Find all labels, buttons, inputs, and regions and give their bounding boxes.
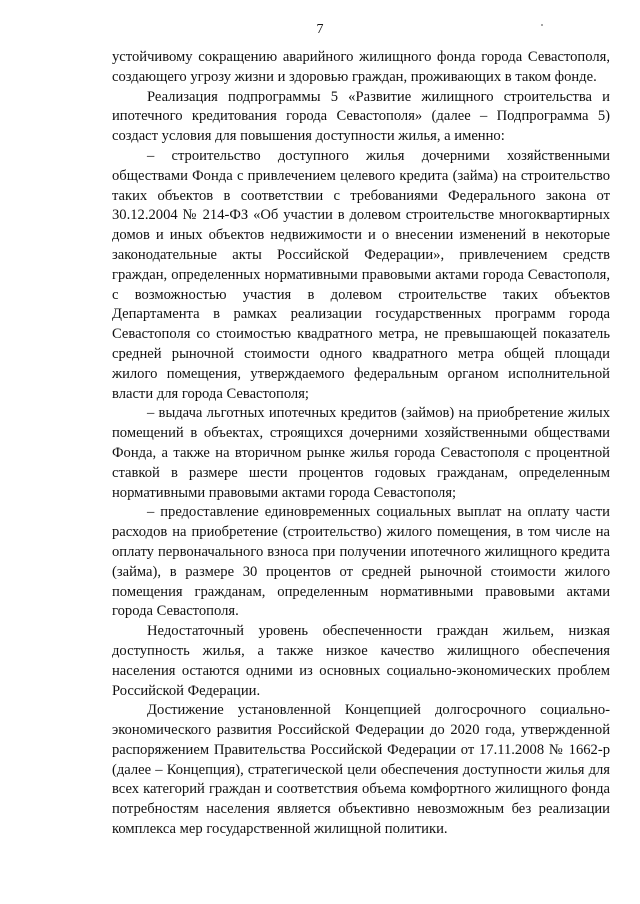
list-item-mortgage: – выдача льготных ипотечных кредитов (займов) на приобретение жилых помещений в объектах, строящихся дочерними хозяйственными обществами Фонда, а также на вторичном рынке жилья города Севастополя с процентной ставкой в размере шести процентов годовых гражданам, определенным нормативными правовыми актами города Севастополя; [112, 405, 610, 501]
list-item-social-payments: – предоставление единовременных социальных выплат на оплату части расходов на приобретение (строительство) жилого помещения, в том числе на оплату первоначального взноса при получении ипотечного жилищного кредита (займа), в размере 30 процентов от средней рыночной стоимости жилого помещения гражданам, определенным нормативными правовыми актами города Севастополя. [112, 504, 610, 620]
document-body [112, 48, 610, 840]
paragraph-subprogram-5: Реализация подпрограммы 5 «Развитие жилищного строительства и ипотечного кредитования города Севастополя» (далее – Подпрограмма 5) создаст условия для повышения доступности жилья, а именно: [112, 88, 610, 145]
page-number: 7 [316, 22, 324, 37]
paragraph-housing-problem: Недостаточный уровень обеспеченности граждан жильем, низкая доступность жилья, а также низкое качество жилищного обеспечения населения остаются одними из основных социально-экономических проблем Российской Федерации. [112, 623, 610, 699]
paragraph-concept-goal: Достижение установленной Концепцией долгосрочного социально-экономического развития Российской Федерации до 2020 года, утвержденной распоряжением Правительства Российской Федерации от 17.11.2008 № 1662-р (далее – Концепция), стратегической цели обеспечения доступности жилья для всех категорий граждан и соответствия объема комфортного жилищного фонда потребностям населения является объективно невозможным без реализации комплекса мер государственной жилищной политики. [112, 702, 610, 838]
scan-speck [541, 24, 543, 26]
paragraph-continuation: устойчивому сокращению аварийного жилищного фонда города Севастополя, создающего угрозу жизни и здоровью граждан, проживающих в таком фонде. [112, 49, 610, 85]
list-item-construction: – строительство доступного жилья дочерними хозяйственными обществами Фонда с привлечением целевого кредита (займа) на строительство таких объектов в соответствии с требованиями Федерального закона от 30.12.2004 № 214-ФЗ «Об участии в долевом строительстве многоквартирных домов и иных объектов недвижимости и о внесении изменений в некоторые законодательные акты Российской Федерации», привлечением средств граждан, определенных нормативными правовыми актами города Севастополя, с возможностью участия в долевом строительстве таких объектов Департамента в рамках реализации государственных программ города Севастополя со стоимостью квадратного метра, не превышающей показатель средней рыночной стоимости одного квадратного метра общей площади жилого помещения, утверждаемого федеральным органом исполнительной власти для города Севастополя; [112, 147, 610, 402]
